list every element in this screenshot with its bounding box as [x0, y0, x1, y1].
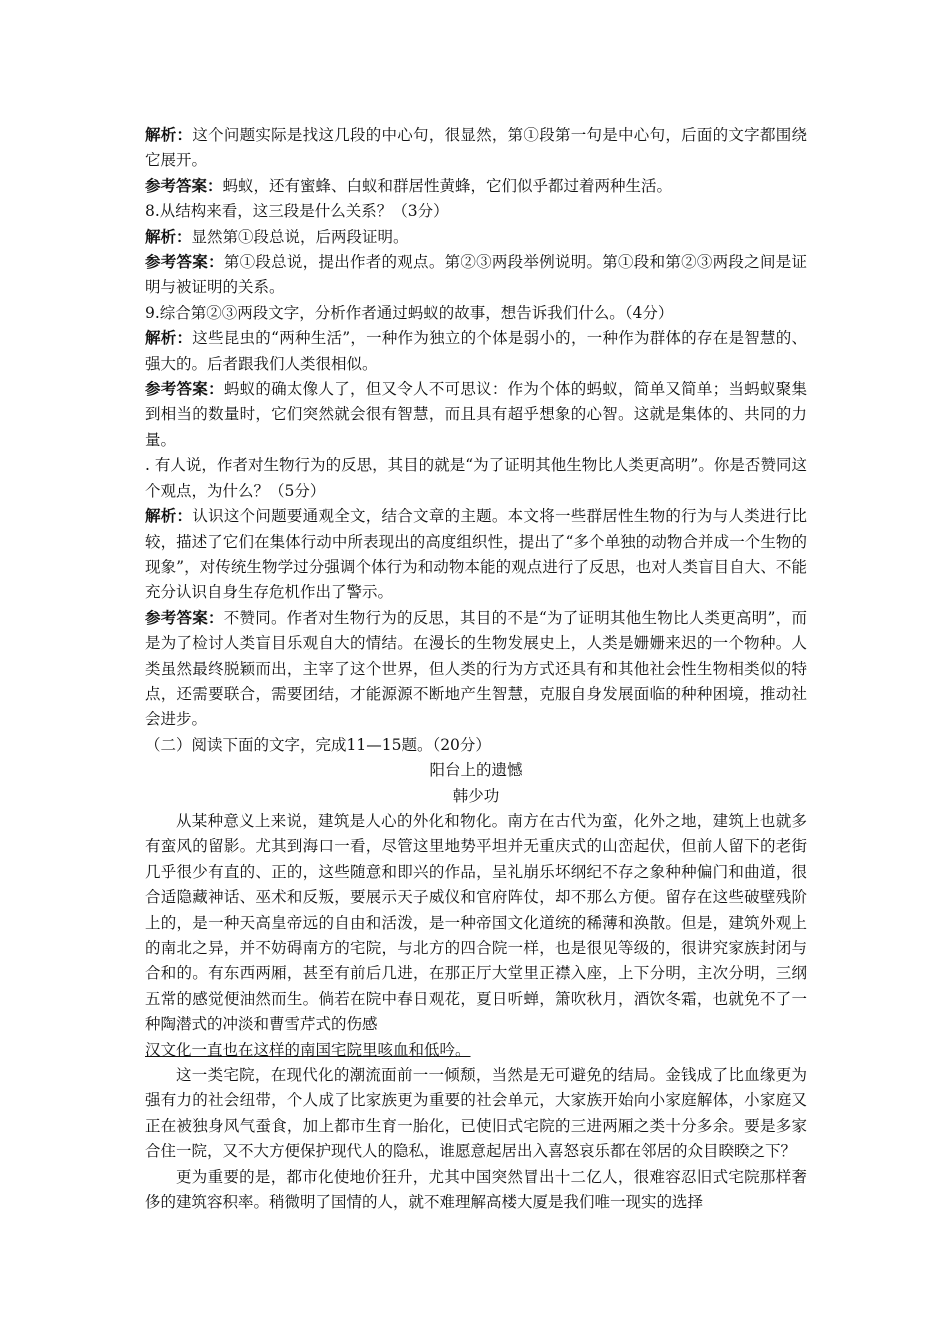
q7-answer-text: 蚂蚁，还有蜜蜂、白蚁和群居性黄蜂，它们似乎都过着两种生活。 — [222, 176, 673, 195]
answer-label: 参考答案： — [145, 380, 224, 399]
answer-label: 参考答案： — [145, 176, 223, 195]
q8-answer — [145, 250, 807, 301]
document-page — [145, 123, 807, 1215]
q8-analysis-text: 显然第①段总说，后两段证明。 — [191, 227, 409, 246]
q10-analysis-text: 认识这个问题要通观全文，结合文章的主题。本文将一些群居性生物的行为与人类进行比较，描述了它们在集体行动中所表现出的高度组织性，提出了“多个单独的动物合并成一个生物的现象”，对传统生物学过分强调个体行为和动物本能的观点进行了反思，也对人类盲目自大、不能充分认识自身生存危机作出了警示。 — [145, 507, 807, 602]
q7-analysis-text: 这个问题实际是找这几段的中心句，很显然，第①段第一句是中心句，后面的文字都围绕它展开。 — [145, 126, 807, 170]
article-author: 韩少功 — [452, 786, 500, 805]
article-paragraph-1: 从某种意义上来说，建筑是人心的外化和物化。南方在古代为蛮，化外之地，建筑上也就多有蛮风的留影。尤其到海口一看，尽管这里地势平坦并无重庆式的山峦起伏，但前人留下的老街几乎很少有直的、正的，这些随意和即兴的作品，呈礼崩乐坏纲纪不存之象种种偏门和曲道，很合适隐藏神话、巫术和反叛，要展示天子威仪和官府阵仗，却不那么方便。留存在这些破壁残阶上的，是一种天高皇帝远的自由和活泼，是一种帝国文化道统的稀薄和涣散。但是，建筑外观上的南北之异，并不妨碍南方的宅院，与北方的四合院一样，也是很见等级的，很讲究家族封闭与合和的。有东西两厢，甚至有前后几进，在那正厅大堂里正襟入座，上下分明，主次分明，三纲五常的感觉便油然而生。倘若在院中春日观花，夏日听蝉，箫吹秋月，酒饮冬霜，也就免不了一种陶潜式的冲淡和曹雪芹式的伤感 — [145, 811, 807, 1034]
q10-question: . 有人说，作者对生物行为的反思，其目的就是“为了证明其他生物比人类更高明”。你是否赞同这个观点，为什么？（5分） — [145, 456, 807, 500]
q7-analysis — [145, 123, 807, 174]
article-paragraph-1-tail — [145, 1038, 807, 1063]
q8-question: 8.从结构来看，这三段是什么关系？（3分） — [145, 202, 449, 221]
q10-answer-text: 不赞同。作者对生物行为的反思，其目的不是“为了证明其他生物比人类更高明”，而是为了检讨人类盲目乐观自大的情结。在漫长的生物发展史上，人类是姗姗来迟的一个物种。人类虽然最终脱颖而出，主宰了这个世界，但人类的行为方式还具有和其他社会性生物相类似的特点，还需要联合，需要团结，才能源源不断地产生智慧，克服自身发展面临的种种困境，推动社会进步。 — [145, 608, 807, 729]
q8-answer-text: 第①段总说，提出作者的观点。第②③两段举例说明。第①段和第②③两段之间是证明与被证明的关系。 — [145, 253, 807, 297]
article-paragraph-3: 更为重要的是，都市化使地价狂升，尤其中国突然冒出十二亿人，很难容忍旧式宅院那样奢侈的建筑容积率。稍微明了国情的人，就不难理解高楼大厦是我们唯一现实的选择 — [145, 1167, 807, 1212]
answer-label: 参考答案： — [145, 253, 224, 272]
q10-answer — [145, 606, 807, 733]
article-title: 阳台上的遗憾 — [429, 761, 523, 780]
analysis-label: 解析： — [145, 227, 192, 246]
q9-answer — [145, 377, 807, 453]
section-heading: （二）阅读下面的文字，完成11—15题。（20分） — [145, 735, 491, 754]
q9-analysis-text: 这些昆虫的“两种生活”，一种作为独立的个体是弱小的，一种作为群体的存在是智慧的、强大的。后者跟我们人类很相似。 — [145, 329, 807, 373]
article-paragraph-2: 这一类宅院，在现代化的潮流面前一一倾颓，当然是无可避免的结局。金钱成了比血缘更为强有力的社会纽带，个人成了比家族更为重要的社会单元，大家族开始向小家庭解体，小家庭又正在被独身风气蚕食，加上都市生育一胎化，已使旧式宅院的三进两厢之类十分多余。要是多家合住一院，又不大方便保护现代人的隐私，谁愿意起居出入喜怒哀乐都在邻居的众目睽睽之下？ — [145, 1066, 807, 1161]
q9-analysis — [145, 326, 807, 377]
q10-analysis — [145, 504, 807, 606]
q7-answer — [145, 174, 807, 199]
analysis-label: 解析： — [145, 507, 193, 526]
answer-label: 参考答案： — [145, 608, 224, 627]
analysis-label: 解析： — [145, 126, 193, 144]
analysis-label: 解析： — [145, 329, 193, 348]
q8-analysis — [145, 225, 807, 250]
underlined-sentence: 汉文化一直也在这样的南国宅院里咳血和低吟。 — [145, 1040, 471, 1059]
q9-answer-text: 蚂蚁的确太像人了，但又令人不可思议：作为个体的蚂蚁，简单又简单；当蚂蚁聚集到相当的数量时，它们突然就会很有智慧，而且具有超乎想象的心智。这就是集体的、共同的力量。 — [145, 380, 807, 449]
q9-question: 9.综合第②③两段文字，分析作者通过蚂蚁的故事，想告诉我们什么。（4分） — [145, 303, 674, 322]
